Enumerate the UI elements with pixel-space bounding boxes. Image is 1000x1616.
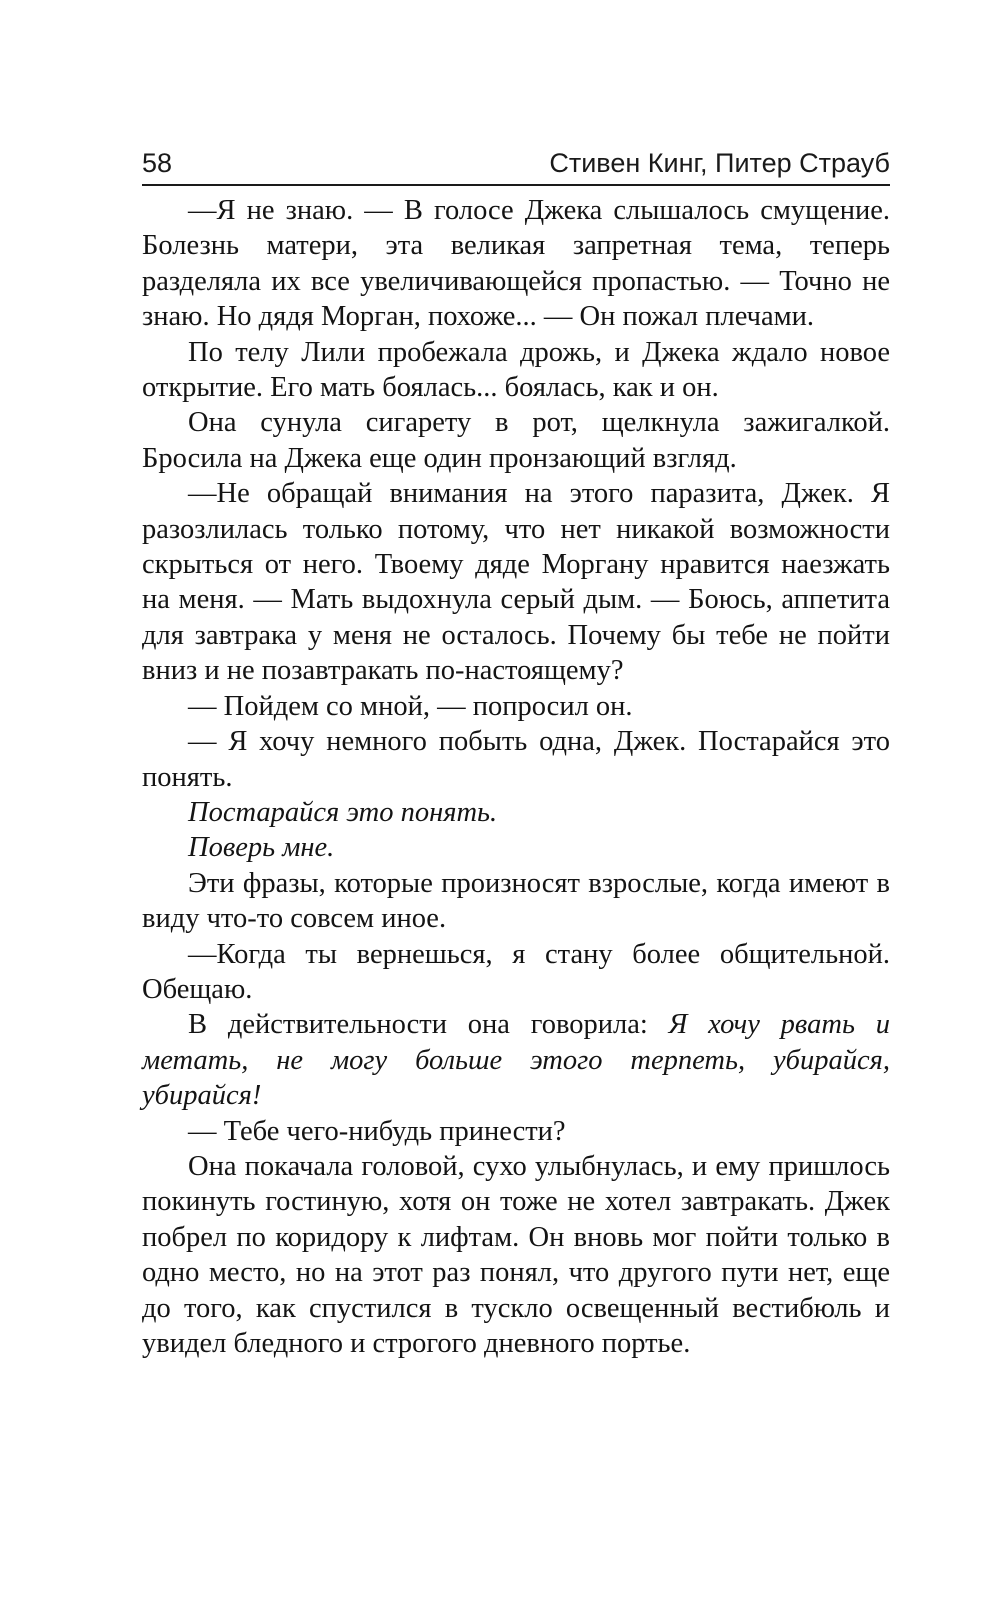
paragraph-1: —Я не знаю. — В голосе Джека слышалось смущение. Болезнь матери, эта великая запретная тема, теперь разделяла их все увеличивающейся пропастью. — Точно не знаю. Но дядя Морган, похоже... — Он пожал плечами. xyxy=(142,195,890,333)
italic-line-1: Постарайся это понять. xyxy=(188,796,498,828)
running-header xyxy=(142,144,890,186)
paragraph-4: —Не обращай внимания на этого паразита, Джек. Я разозлилась только потому, что нет никакой возможности скрыться от него. Твоему дяде Моргану нравится наезжать на меня. — Мать выдохнула серый дым. — Боюсь, аппетита для завтрака у меня не осталось. Почему бы тебе не пойти вниз и не позавтракать по-настоящему? xyxy=(142,478,890,687)
paragraph-3: Она сунула сигарету в рот, щелкнула зажигалкой. Бросила на Джека еще один пронзающий взгляд. xyxy=(142,407,890,474)
page-number: 58 xyxy=(142,148,173,178)
paragraph-11-plain: В действительности она говорила: xyxy=(188,1009,669,1041)
paragraph-12: — Тебе чего-нибудь принести? xyxy=(188,1115,566,1147)
running-title: Стивен Кинг, Питер Страуб xyxy=(549,148,890,178)
paragraph-13: Она покачала головой, сухо улыбнулась, и ему пришлось покинуть гостиную, хотя он тоже не хотел завтракать. Джек побрел по коридору к лифтам. Он вновь мог пойти только в одно место, но на этот раз понял, что другого пути нет, еще до того, как спустился в тускло освещенный вестибюль и увидел бледного и строгого дневного портье. xyxy=(142,1150,890,1359)
italic-line-2: Поверь мне. xyxy=(188,832,335,864)
paragraph-5: — Пойдем со мной, — попросил он. xyxy=(188,690,633,722)
paragraph-9: Эти фразы, которые произносят взрослые, когда имеют в виду что-то совсем иное. xyxy=(142,867,890,935)
paragraph-11-italic: Я хочу рвать и метать, не могу больше этого терпеть, убирайся, убирайся! xyxy=(142,1009,890,1112)
paragraph-2: По телу Лили пробежала дрожь, и Джека ждало новое открытие. Его мать боялась... боялась, как и он. xyxy=(142,336,890,404)
paragraph-6: — Я хочу немного побыть одна, Джек. Постарайся это понять. xyxy=(142,726,890,793)
paragraph-10: —Когда ты вернешься, я стану более общительной. Обещаю. xyxy=(142,938,890,1005)
body-text xyxy=(142,193,890,1361)
paragraph-11 xyxy=(142,1007,890,1113)
